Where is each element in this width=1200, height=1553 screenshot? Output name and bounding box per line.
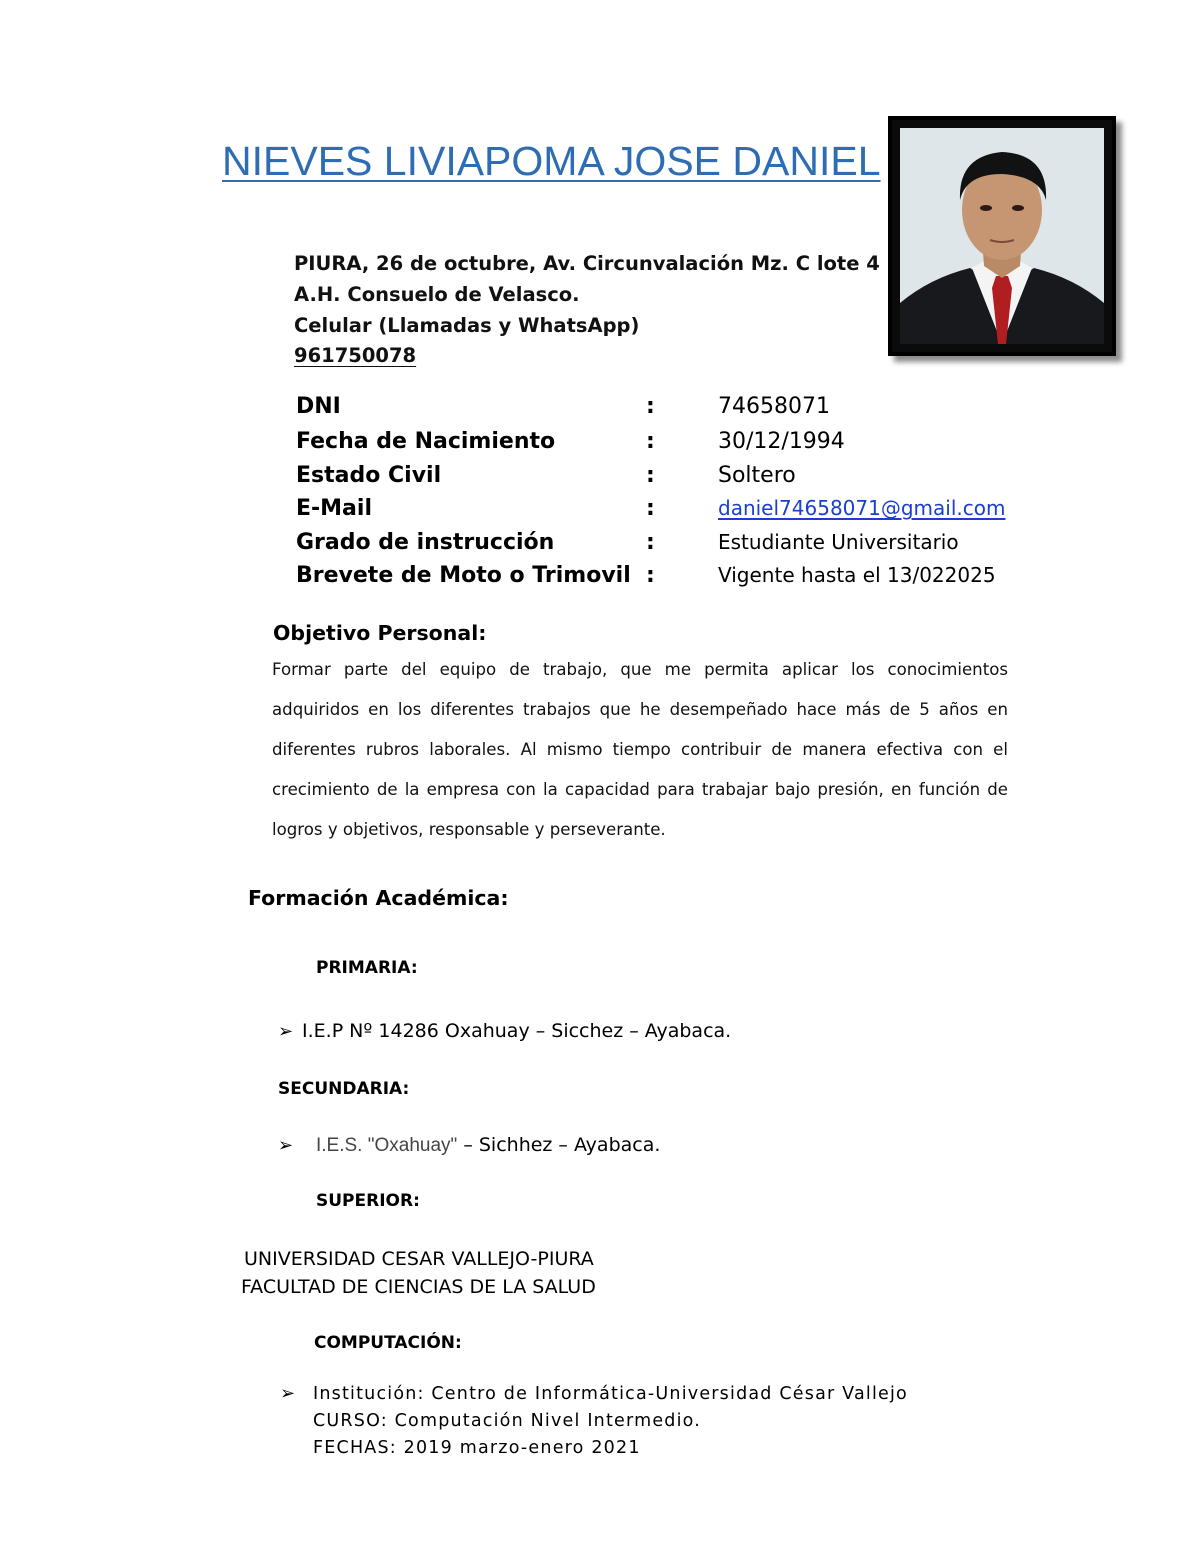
profile-photo [888, 116, 1116, 356]
arrow-bullet-icon: ➢ [278, 1021, 294, 1042]
arrow-bullet-icon: ➢ [278, 1135, 294, 1156]
info-value: Soltero [718, 463, 796, 488]
info-row-birthdate [296, 429, 1056, 463]
info-value: 74658071 [718, 394, 830, 419]
superior-label: SUPERIOR: [316, 1191, 420, 1211]
info-row-license [296, 563, 1056, 597]
primaria-label: PRIMARIA: [316, 958, 418, 978]
objective-heading: Objetivo Personal: [273, 621, 487, 645]
secundaria-school: I.E.S. "Oxahuay" [316, 1135, 458, 1156]
email-link[interactable]: daniel74658071@gmail.com [718, 496, 1006, 520]
address-line-2: A.H. Consuelo de Velasco. [294, 283, 580, 306]
info-colon: : [646, 394, 655, 419]
info-label: Estado Civil [296, 463, 442, 488]
info-label: Brevete de Moto o Trimovil [296, 563, 631, 588]
comp-dates: FECHAS: 2019 marzo-enero 2021 [313, 1438, 641, 1458]
info-colon: : [646, 563, 655, 588]
info-colon: : [646, 463, 655, 488]
comp-institution-text: Institución: Centro de Informática-Universidad César Vallejo [313, 1384, 908, 1404]
info-row-education-level [296, 530, 1056, 564]
info-value: 30/12/1994 [718, 429, 845, 454]
university-name: UNIVERSIDAD CESAR VALLEJO-PIURA [244, 1248, 594, 1270]
info-row-email [296, 496, 1056, 530]
info-label: Fecha de Nacimiento [296, 429, 556, 454]
education-heading: Formación Académica: [248, 886, 509, 910]
address-line-1: PIURA, 26 de octubre, Av. Circunvalación Mz. C lote 4 [294, 252, 880, 275]
info-value: Estudiante Universitario [718, 530, 959, 554]
phone-number: 961750078 [294, 344, 417, 367]
objective-text: Formar parte del equipo de trabajo, que me permita aplicar los conocimientos adquiridos en los diferentes trabajos que he desempeñado hace más de 5 años en diferentes rubros laborales. Al mismo tiempo contribuir de manera efectiva con el crecimiento de la empresa con la capacidad para trabajar bajo presión, en función de logros y objetivos, responsable y perseverante. [272, 660, 1008, 839]
info-label: Grado de instrucción [296, 530, 555, 555]
info-label: E-Mail [296, 496, 372, 521]
contact-label: Celular (Llamadas y WhatsApp) [294, 314, 640, 337]
secundaria-label: SECUNDARIA: [278, 1079, 410, 1099]
primaria-text: I.E.P Nº 14286 Oxahuay – Sicchez – Ayabaca. [302, 1020, 732, 1042]
info-row-dni [296, 394, 1056, 428]
computacion-label: COMPUTACIÓN: [314, 1333, 462, 1353]
info-colon: : [646, 530, 655, 555]
primaria-item [278, 1020, 731, 1042]
info-value: Vigente hasta el 13/022025 [718, 563, 996, 587]
portrait-illustration [900, 128, 1104, 344]
comp-institution [280, 1383, 908, 1404]
faculty-name: FACULTAD DE CIENCIAS DE LA SALUD [241, 1276, 596, 1298]
arrow-bullet-icon: ➢ [280, 1383, 297, 1404]
candidate-name: NIEVES LIVIAPOMA JOSE DANIEL [222, 138, 881, 184]
info-colon: : [646, 496, 655, 521]
info-row-civil-status [296, 463, 1056, 497]
secundaria-location: – Sichhez – Ayabaca. [457, 1134, 661, 1156]
comp-course: CURSO: Computación Nivel Intermedio. [313, 1411, 702, 1431]
secundaria-item [278, 1134, 660, 1157]
info-colon: : [646, 429, 655, 454]
info-label: DNI [296, 394, 341, 419]
